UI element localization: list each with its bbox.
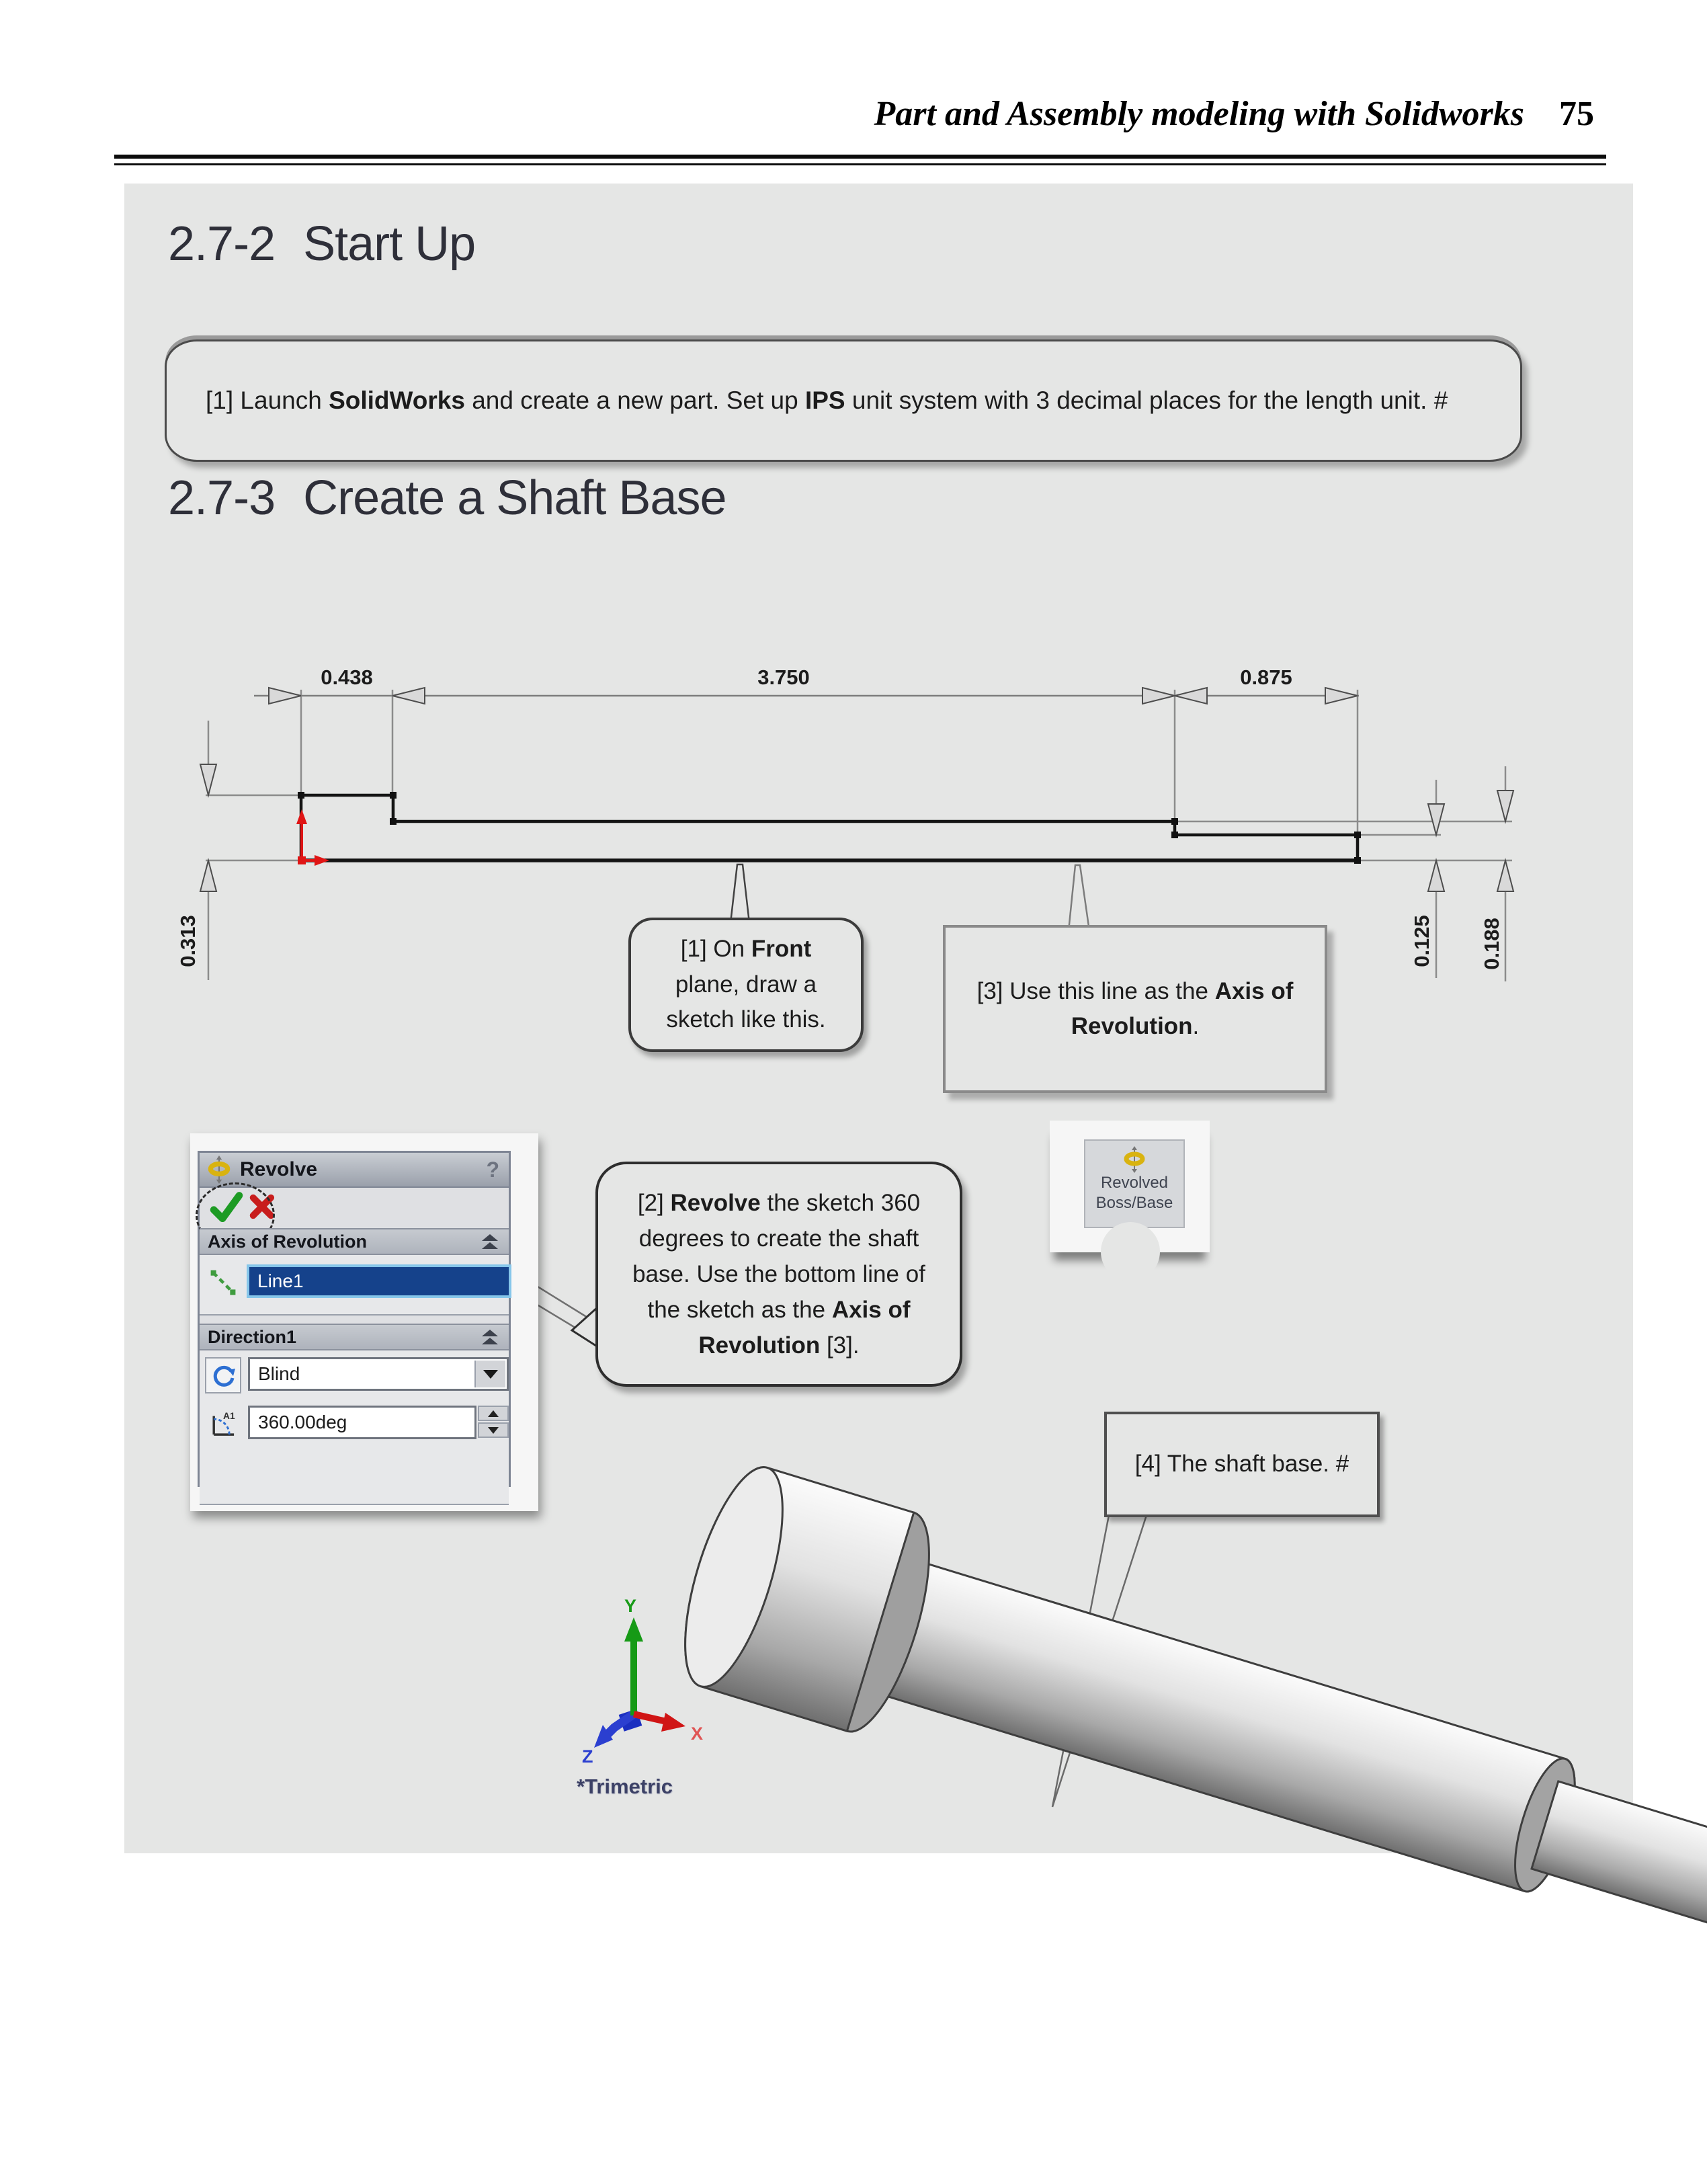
- shaft-3d-model: [665, 1457, 1707, 1997]
- dim-0438: 0.438: [321, 665, 373, 689]
- svg-text:A1: A1: [223, 1411, 235, 1422]
- card-notch: [1101, 1222, 1160, 1281]
- axis-of-revolution-group-header[interactable]: Axis of Revolution: [200, 1228, 509, 1255]
- axis-selection-row: [200, 1255, 509, 1316]
- dim-0188: 0.188: [1480, 918, 1503, 970]
- spinner-down-button[interactable]: [478, 1422, 509, 1438]
- section-name: Start Up: [303, 217, 476, 271]
- x-axis-label: X: [691, 1724, 704, 1744]
- section-number: 2.7-2: [168, 217, 276, 271]
- sketch-origin-marker: [296, 809, 329, 866]
- dim-0125: 0.125: [1410, 915, 1433, 967]
- revolved-boss-base-button[interactable]: [1084, 1139, 1185, 1228]
- callout1-tail: [731, 864, 749, 923]
- revolve-panel-titlebar: [200, 1153, 509, 1188]
- direction1-group-header[interactable]: Direction1: [200, 1324, 509, 1350]
- callout-1-front-plane: [1] On Front plane, draw a sketch like this.: [628, 918, 864, 1052]
- button-label-line2: Boss/Base: [1095, 1194, 1173, 1212]
- header-title: Part and Assembly modeling with Solidworks: [874, 95, 1524, 133]
- button-label-line1: Revolved: [1100, 1174, 1169, 1192]
- collapse-chevron-icon[interactable]: [482, 1330, 499, 1344]
- callout-4-shaft-base: [4] The shaft base. #: [1104, 1412, 1380, 1517]
- collapse-chevron-icon[interactable]: [482, 1234, 499, 1249]
- panel-title: Revolve: [240, 1158, 318, 1180]
- view-orientation-label: *Trimetric: [577, 1775, 673, 1798]
- instruction-text: [1] Launch SolidWorks and create a new part. Set up IPS unit system with 3 decimal places for the length unit. #: [206, 387, 1448, 414]
- panel-toolbar: [200, 1188, 509, 1228]
- spinner-up-button[interactable]: [478, 1406, 509, 1421]
- revolve-direction-icon: [205, 1357, 241, 1393]
- help-button[interactable]: ?: [486, 1157, 499, 1182]
- callout2-tail: [572, 1307, 598, 1347]
- dim-0875: 0.875: [1240, 665, 1292, 689]
- end-condition-dropdown[interactable]: Blind: [248, 1357, 509, 1391]
- revolve-icon: [205, 1156, 233, 1184]
- z-axis-label: Z: [582, 1746, 593, 1767]
- angle-value-field[interactable]: 360.00deg: [248, 1406, 476, 1439]
- revolve-icon: [1121, 1146, 1148, 1173]
- section-number: 2.7-3: [168, 471, 276, 525]
- dropdown-arrow-icon[interactable]: [474, 1361, 505, 1387]
- section-name: Create a Shaft Base: [303, 471, 726, 525]
- direction1-body: [200, 1350, 509, 1505]
- callout-3-axis-of-revolution: [3] Use this line as the Axis of Revolution.: [943, 925, 1327, 1093]
- revolve-property-panel: [198, 1151, 511, 1487]
- angle-icon: [205, 1406, 241, 1442]
- angle-spinner: [478, 1406, 509, 1439]
- dim-0313: 0.313: [176, 915, 200, 967]
- callout3-tail: [1069, 865, 1089, 931]
- axis-line-icon: [205, 1264, 241, 1301]
- y-axis-label: Y: [624, 1596, 637, 1616]
- coordinate-triad: [582, 1596, 703, 1767]
- callout-2-revolve-instructions: [2] Revolve the sketch 360 degrees to create the shaft base. Use the bottom line of the sketch as the Axis of Revolution [3].: [595, 1162, 962, 1387]
- dim-3750: 3.750: [757, 665, 810, 689]
- axis-selection-field[interactable]: Line1: [247, 1264, 511, 1298]
- page-number: 75: [1559, 95, 1594, 133]
